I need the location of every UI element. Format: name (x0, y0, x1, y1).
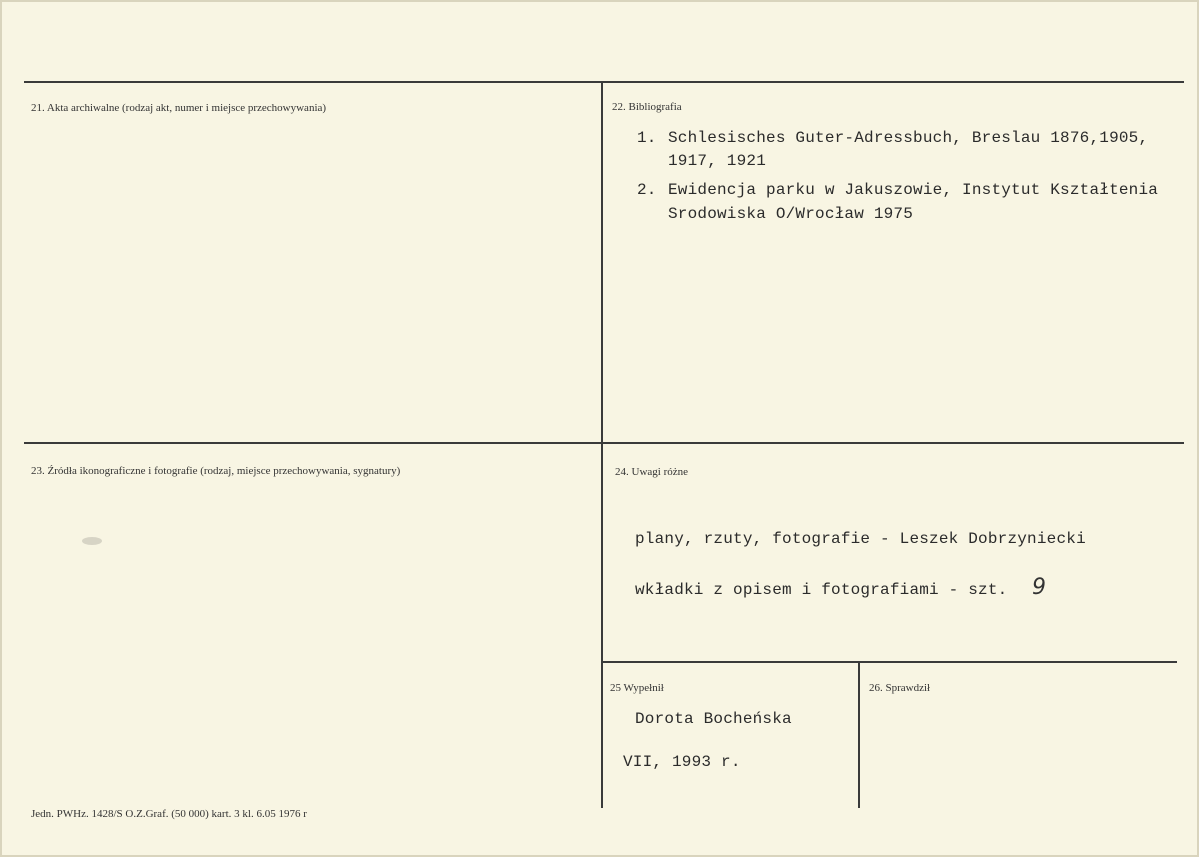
top-rule (24, 81, 1184, 83)
remarks-line-1: plany, rzuty, fotografie - Leszek Dobrzyniecki (635, 530, 1086, 548)
handwritten-count: 9 (1032, 575, 1046, 600)
section-22-label: 22. Bibliografia (612, 101, 682, 113)
bibliography-entry-1-number: 1. (637, 129, 657, 147)
center-divider (601, 81, 603, 808)
bibliography-entry-1-line1: Schlesisches Guter-Adressbuch, Breslau 1876,1905, (668, 129, 1149, 147)
bibliography-entry-2-number: 2. (637, 181, 657, 199)
bibliography-entry-2-line2: Srodowiska O/Wrocław 1975 (668, 205, 914, 223)
bibliography-entry-2-line1: Ewidencja parku w Jakuszowie, Instytut Kształtenia (668, 181, 1159, 199)
section-23-label: 23. Źródła ikonograficzne i fotografie (rodzaj, miejsce przechowywania, sygnatury) (31, 465, 401, 477)
remarks-line-2: wkładki z opisem i fotografiami - szt. (635, 581, 1008, 599)
section-24-label: 24. Uwagi różne (615, 466, 689, 478)
print-footer: Jedn. PWHz. 1428/S O.Z.Graf. (50 000) kart. 3 kl. 6.05 1976 r (31, 808, 307, 820)
section-21-label: 21. Akta archiwalne (rodzaj akt, numer i miejsce przechowywania) (31, 102, 327, 114)
bibliography-entry-1-line2: 1917, 1921 (668, 152, 767, 170)
section-26-label: 26. Sprawdził (869, 682, 931, 694)
ink-smudge (82, 537, 102, 545)
filled-by-name: Dorota Bocheńska (635, 710, 792, 728)
middle-rule (24, 442, 1184, 444)
section-25-label: 25 Wypełnił (610, 682, 664, 694)
signature-rule (603, 661, 1177, 663)
signature-divider (858, 661, 860, 808)
filled-by-date: VII, 1993 r. (623, 753, 741, 771)
